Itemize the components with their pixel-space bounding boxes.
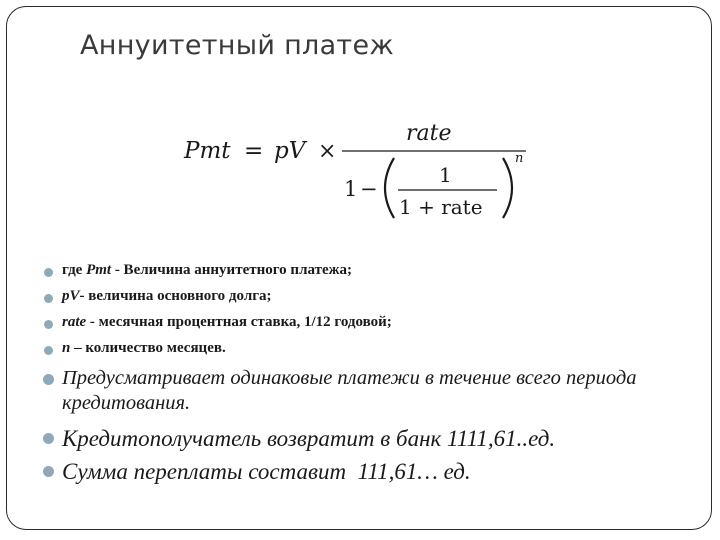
bullet — [44, 346, 53, 355]
formula-equals: = — [244, 138, 264, 164]
bullet — [44, 268, 53, 277]
formula-lhs: Pmt — [184, 138, 231, 164]
formula-inner-numerator: 1 — [439, 163, 452, 187]
definition-pmt: где Pmt - Величина аннуитетного платежа; — [62, 262, 352, 278]
formula-numerator: rate — [406, 121, 452, 146]
definition-n: n – количество месяцев. — [62, 340, 226, 356]
left-paren — [385, 158, 394, 218]
bullet — [44, 294, 53, 303]
point-equal-payments: Предусматривает одинаковые платежи в течение всего периода кредитования. — [62, 367, 637, 414]
formula-exponent: n — [515, 151, 524, 166]
formula-one: 1 — [344, 177, 358, 201]
point-repayment-amount: Кредитополучатель возвратит в банк 1111,61..ед. — [62, 426, 556, 451]
formula-inner-denominator: 1 + rate — [399, 195, 483, 219]
bullet — [44, 320, 53, 329]
formula-pv: pV — [274, 138, 306, 164]
bullet — [43, 433, 54, 444]
right-paren — [503, 158, 512, 218]
formula-minus: − — [360, 177, 378, 201]
slide-title: Аннуитетный платеж — [80, 30, 394, 61]
bullet — [43, 466, 54, 477]
bullet — [43, 374, 54, 385]
point-overpayment: Сумма переплаты составит 111,61… ед. — [62, 459, 471, 484]
definition-pv: pV- величина основного долга; — [62, 288, 272, 304]
formula-times: × — [318, 139, 337, 164]
definition-rate: rate - месячная процентная ставка, 1/12 годовой; — [62, 314, 392, 330]
annuity-formula — [170, 112, 550, 230]
